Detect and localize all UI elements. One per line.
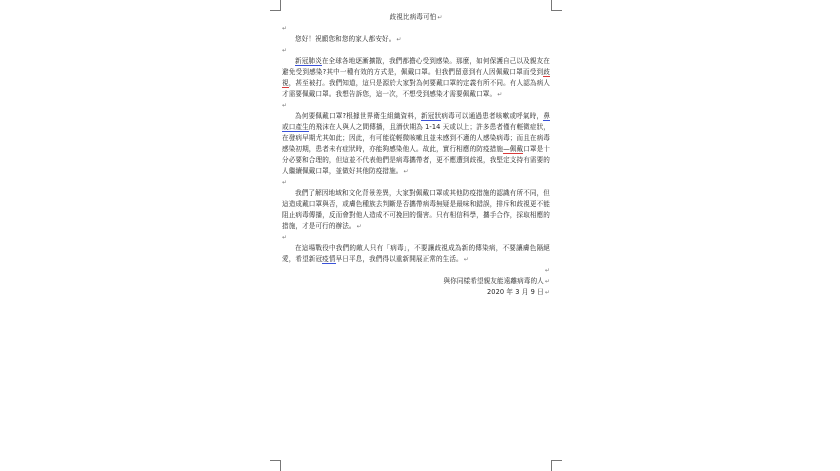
paragraph-mark: ↵	[544, 278, 550, 285]
margin-corner-top-left	[270, 0, 281, 11]
paragraph-text: 早日平息，我們得以重新開展正常的生活。	[335, 255, 463, 263]
paragraph-mark: ↵	[396, 36, 402, 43]
flagged-word: 歧視	[282, 68, 550, 87]
document-title	[282, 12, 550, 23]
paragraph-1	[282, 56, 550, 100]
paragraph-text: 的飛沫在人與人之間傳播，且潛伏期為 1-14 天或以上；許多患者僅有輕微症狀，在發病早期尤其如此；因此，有可能從輕微咳嗽且並未感到不適的人感染病毒；而且在病毒感染初期，患者未有症狀時，亦能夠感染他人。故此，實行相應的防疫措施	[282, 123, 550, 153]
paragraph-mark: ↵	[282, 234, 288, 241]
greeting-paragraph	[282, 34, 550, 45]
signature-text: 與你同樣希望親友能遠離病毒的人	[443, 277, 544, 285]
margin-corner-top-right	[551, 0, 562, 11]
paragraph-mark: ↵	[403, 168, 409, 175]
paragraph-4	[282, 243, 550, 265]
paragraph-mark: ↵	[437, 14, 443, 21]
paragraph-text: 在這場戰役中我們的敵人只有「病毒」，不要讓歧視成為新的傳染病，不要讓膚色隔絕愛，希望新冠	[282, 244, 550, 263]
paragraph-text: 在全球各地逐漸擴散，我們都擔心受到感染。那麼，如何保護自己以及親友在避免受到感染?其中一種有效的方式是，佩戴口罩。但我們留意到有人因佩戴口罩而受到	[282, 57, 550, 76]
blank-line	[282, 45, 550, 56]
paragraph-mark: ↵	[497, 91, 503, 98]
paragraph-mark: ↵	[544, 267, 550, 274]
paragraph-mark: ↵	[356, 223, 362, 230]
greeting-text: 您好！祝願您和您的家人都安好。	[295, 35, 396, 43]
blank-line	[282, 265, 550, 276]
flagged-word: —佩戴	[503, 145, 524, 153]
paragraph-mark: ↵	[282, 25, 288, 32]
blank-line	[282, 23, 550, 34]
paragraph-text: 病毒可以通過患者咳嗽或呼氣時，	[441, 112, 544, 120]
paragraph-text: 口罩是十分必要和合理的，但這並不代表他們是病毒攜帶者，更不應遭到歧視，我堅定支持有需要的人繼續佩戴口罩，並做好其他防疫措施。	[282, 145, 550, 175]
paragraph-mark: ↵	[463, 256, 469, 263]
flagged-word: 新冠肺炎	[295, 57, 322, 65]
paragraph-2	[282, 111, 550, 177]
blank-line	[282, 100, 550, 111]
paragraph-text: ，甚至被打。我們知道，這只是源於大家對為何要戴口罩的定義有所不同。有人認為病人才需要佩戴口罩。我想告訴您，這一次，不想受到感染才需要佩戴口罩。	[282, 79, 550, 98]
flagged-word: 新冠狀	[421, 112, 442, 120]
title-text: 歧視比病毒可怕	[389, 13, 437, 21]
document-body[interactable]	[282, 12, 550, 298]
flagged-word: 疫情	[322, 255, 336, 263]
paragraph-mark: ↵	[282, 102, 288, 109]
date-text: 2020 年 3 月 9 日	[487, 288, 544, 296]
paragraph-mark: ↵	[282, 179, 288, 186]
date	[282, 287, 550, 298]
blank-line	[282, 177, 550, 188]
margin-corner-bottom-right	[551, 460, 562, 471]
paragraph-text: 我們了解因地域和文化背景差異，大家對佩戴口罩或其他防疫措施的認識有所不同，但這造成戴口罩與否，或膚色種族去判斷是否攜帶病毒無疑是最味和錯誤，排斥和歧視更不能阻止病毒傳播，反而會對他人造成不可挽回的傷害。只有相信科學，攜手合作，採取相應的措施，才是可行的辦法。	[282, 189, 550, 230]
paragraph-mark: ↵	[544, 289, 550, 296]
signature	[282, 276, 550, 287]
flagged-word: 鼻或口產生	[282, 112, 551, 131]
paragraph-text: 為何要佩戴口罩?根據世界衛生組織資料，	[295, 112, 421, 120]
blank-line	[282, 232, 550, 243]
paragraph-mark: ↵	[282, 47, 288, 54]
paragraph-3	[282, 188, 550, 232]
margin-corner-bottom-left	[270, 460, 281, 471]
